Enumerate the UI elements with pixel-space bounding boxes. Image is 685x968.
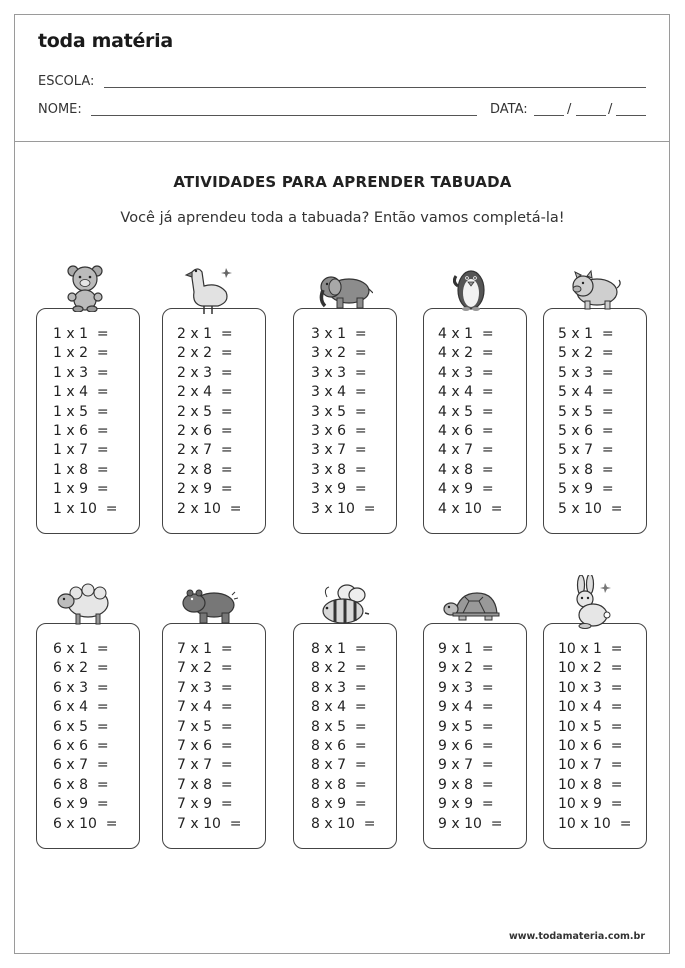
multiplication-row[interactable]: 6 x 3 = [53,679,109,696]
multiplication-row[interactable]: 4 x 1 = [438,326,494,342]
multiplication-row[interactable]: 9 x 7 = [438,757,494,774]
multiplication-row[interactable]: 1 x 8 = [53,461,109,478]
multiplication-row[interactable]: 10 x 8 = [558,776,623,793]
multiplication-row[interactable]: 4 x 10 = [438,500,503,517]
multiplication-row[interactable]: 3 x 3 = [311,364,367,381]
multiplication-row[interactable]: 4 x 9 = [438,481,494,498]
multiplication-row[interactable]: 2 x 8 = [177,461,233,478]
date-month-field[interactable] [576,115,606,116]
multiplication-row[interactable]: 1 x 2 = [53,345,109,362]
multiplication-row[interactable]: 8 x 6 = [311,738,367,755]
times-table-card [423,623,527,849]
times-table-card [293,308,397,534]
multiplication-row[interactable]: 8 x 5 = [311,718,367,735]
multiplication-row[interactable]: 9 x 3 = [438,679,494,696]
multiplication-row[interactable]: 6 x 9 = [53,796,109,813]
multiplication-row[interactable]: 2 x 5 = [177,403,233,420]
hippo-icon [182,587,238,629]
multiplication-row[interactable]: 4 x 6 = [438,423,494,440]
multiplication-row[interactable]: 2 x 1 = [177,326,233,342]
multiplication-row[interactable]: 10 x 3 = [558,679,623,696]
multiplication-row[interactable]: 6 x 5 = [53,718,109,735]
multiplication-row[interactable]: 5 x 7 = [558,442,614,459]
multiplication-row[interactable]: 3 x 4 = [311,384,367,401]
multiplication-row[interactable]: 9 x 10 = [438,815,503,832]
multiplication-row[interactable]: 9 x 9 = [438,796,494,813]
multiplication-row[interactable]: 1 x 1 = [53,326,109,342]
multiplication-row[interactable]: 8 x 7 = [311,757,367,774]
multiplication-row[interactable]: 3 x 10 = [311,500,376,517]
date-separator: / [608,102,613,117]
bee-icon [317,583,371,631]
multiplication-row[interactable]: 2 x 9 = [177,481,233,498]
multiplication-row[interactable]: 5 x 1 = [558,326,614,342]
multiplication-row[interactable]: 10 x 5 = [558,718,623,735]
multiplication-row[interactable]: 10 x 4 = [558,699,623,716]
teddy-bear-icon [62,264,108,316]
pig-icon [569,268,621,314]
multiplication-row[interactable]: 4 x 2 = [438,345,494,362]
multiplication-row[interactable]: 8 x 1 = [311,641,367,657]
multiplication-row[interactable]: 7 x 1 = [177,641,233,657]
multiplication-row[interactable]: 8 x 9 = [311,796,367,813]
multiplication-row[interactable]: 8 x 3 = [311,679,367,696]
multiplication-row[interactable]: 6 x 2 = [53,660,109,677]
multiplication-row[interactable]: 9 x 8 = [438,776,494,793]
multiplication-row[interactable]: 4 x 4 = [438,384,494,401]
multiplication-row[interactable]: 1 x 9 = [53,481,109,498]
multiplication-row[interactable]: 6 x 6 = [53,738,109,755]
multiplication-row[interactable]: 3 x 6 = [311,423,367,440]
rabbit-icon [567,575,613,633]
footer-url: www.todamateria.com.br [508,931,645,942]
multiplication-row[interactable]: 1 x 3 = [53,364,109,381]
multiplication-row[interactable]: 3 x 1 = [311,326,367,342]
multiplication-row[interactable]: 9 x 6 = [438,738,494,755]
multiplication-row[interactable]: 2 x 3 = [177,364,233,381]
multiplication-row[interactable]: 5 x 10 = [558,500,623,517]
multiplication-row[interactable]: 10 x 7 = [558,757,623,774]
times-table-card [543,308,647,534]
multiplication-row[interactable]: 5 x 8 = [558,461,614,478]
multiplication-row[interactable]: 2 x 2 = [177,345,233,362]
multiplication-row[interactable]: 9 x 2 = [438,660,494,677]
name-field[interactable] [91,115,477,116]
multiplication-row[interactable]: 10 x 9 = [558,796,623,813]
multiplication-row[interactable]: 7 x 4 = [177,699,233,716]
multiplication-row[interactable]: 3 x 8 = [311,461,367,478]
multiplication-row[interactable]: 7 x 6 = [177,738,233,755]
multiplication-row[interactable]: 1 x 10 = [53,500,118,517]
multiplication-row[interactable]: 7 x 7 = [177,757,233,774]
date-year-field[interactable] [616,115,646,116]
multiplication-row[interactable]: 9 x 1 = [438,641,494,657]
multiplication-row[interactable]: 7 x 10 = [177,815,242,832]
header-divider [14,141,670,142]
multiplication-row[interactable]: 8 x 8 = [311,776,367,793]
multiplication-row[interactable]: 4 x 7 = [438,442,494,459]
multiplication-row[interactable]: 1 x 4 = [53,384,109,401]
multiplication-row[interactable]: 6 x 1 = [53,641,109,657]
multiplication-row[interactable]: 7 x 5 = [177,718,233,735]
times-table-card [293,623,397,849]
multiplication-row[interactable]: 3 x 5 = [311,403,367,420]
multiplication-row[interactable]: 5 x 4 = [558,384,614,401]
multiplication-row[interactable]: 5 x 6 = [558,423,614,440]
multiplication-row[interactable]: 7 x 3 = [177,679,233,696]
elephant-icon [317,274,373,314]
multiplication-row[interactable]: 4 x 8 = [438,461,494,478]
multiplication-row[interactable]: 5 x 5 = [558,403,614,420]
multiplication-row[interactable]: 1 x 7 = [53,442,109,459]
multiplication-row[interactable]: 9 x 5 = [438,718,494,735]
multiplication-row[interactable]: 5 x 2 = [558,345,614,362]
multiplication-row[interactable]: 8 x 10 = [311,815,376,832]
multiplication-row[interactable]: 10 x 10 = [558,815,632,832]
multiplication-row[interactable]: 2 x 10 = [177,500,242,517]
turtle-icon [443,589,501,627]
date-day-field[interactable] [534,115,564,116]
multiplication-row[interactable]: 3 x 9 = [311,481,367,498]
multiplication-row[interactable]: 10 x 1 = [558,641,623,657]
multiplication-row[interactable]: 6 x 8 = [53,776,109,793]
multiplication-row[interactable]: 6 x 10 = [53,815,118,832]
times-table-card [423,308,527,534]
name-label: NOME: [38,102,82,117]
multiplication-row[interactable]: 7 x 2 = [177,660,233,677]
multiplication-row[interactable]: 1 x 5 = [53,403,109,420]
multiplication-row[interactable]: 7 x 9 = [177,796,233,813]
brand-logo: toda matéria [38,30,173,52]
date-label: DATA: [490,102,528,117]
multiplication-row[interactable]: 2 x 7 = [177,442,233,459]
date-separator: / [567,102,572,117]
times-table-card [162,308,266,534]
multiplication-row[interactable]: 2 x 4 = [177,384,233,401]
multiplication-row[interactable]: 4 x 3 = [438,364,494,381]
multiplication-row[interactable]: 10 x 6 = [558,738,623,755]
times-table-card [36,308,140,534]
times-table-card [162,623,266,849]
multiplication-row[interactable]: 2 x 6 = [177,423,233,440]
multiplication-row[interactable]: 3 x 2 = [311,345,367,362]
multiplication-row[interactable]: 5 x 3 = [558,364,614,381]
multiplication-row[interactable]: 6 x 4 = [53,699,109,716]
school-label: ESCOLA: [38,74,95,89]
multiplication-row[interactable]: 8 x 2 = [311,660,367,677]
multiplication-row[interactable]: 1 x 6 = [53,423,109,440]
page-title: ATIVIDADES PARA APRENDER TABUADA [173,173,512,191]
multiplication-row[interactable]: 9 x 4 = [438,699,494,716]
multiplication-row[interactable]: 5 x 9 = [558,481,614,498]
multiplication-row[interactable]: 6 x 7 = [53,757,109,774]
multiplication-row[interactable]: 3 x 7 = [311,442,367,459]
multiplication-row[interactable]: 8 x 4 = [311,699,367,716]
multiplication-row[interactable]: 7 x 8 = [177,776,233,793]
page-subtitle: Você já aprendeu toda a tabuada? Então vamos completá-la! [120,210,565,226]
multiplication-row[interactable]: 10 x 2 = [558,660,623,677]
times-table-card [543,623,647,849]
multiplication-row[interactable]: 4 x 5 = [438,403,494,420]
sheep-icon [56,583,112,629]
goose-icon [184,264,234,320]
penguin-icon [453,262,489,316]
school-field[interactable] [104,87,646,88]
times-table-card [36,623,140,849]
